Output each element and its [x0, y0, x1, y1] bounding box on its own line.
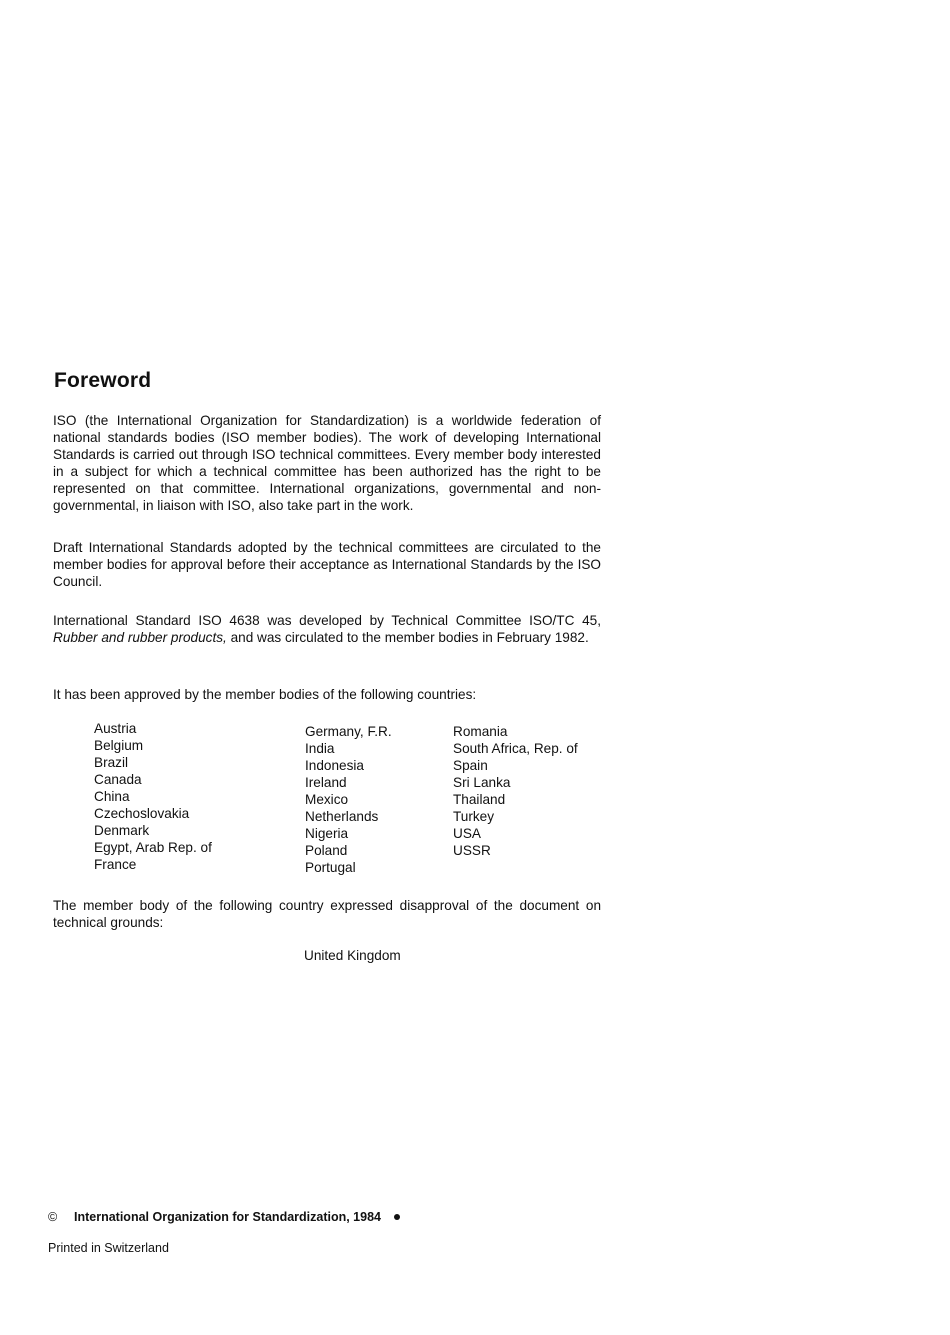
- paragraph-iso-description: ISO (the International Organization for Standardization) is a worldwide federation of national standards bodies (ISO member bodies). The work of developing International Standards is carried out through ISO technical committees. Every member body interested in a subject for which a technical committee has been authorized has the right to be represented on that committee. International organizations, governmental and non-governmental, in liaison with ISO, also take part in the work.: [53, 413, 601, 513]
- paragraph-standard-development-start: International Standard ISO 4638 was developed by Technical Committee ISO/TC 45,: [53, 613, 601, 628]
- countries-column-2: [305, 723, 392, 876]
- country-item: China: [94, 789, 130, 804]
- country-item: Brazil: [94, 755, 128, 770]
- printed-location: Printed in Switzerland: [48, 1241, 169, 1255]
- country-item: Netherlands: [305, 809, 379, 824]
- country-item: Austria: [94, 721, 137, 736]
- copyright-text: International Organization for Standardization, 1984: [74, 1210, 381, 1224]
- committee-title: Rubber and rubber products,: [53, 630, 227, 645]
- country-item: Thailand: [453, 792, 506, 807]
- disapproval-country: United Kingdom: [304, 948, 401, 963]
- country-item: Spain: [453, 758, 488, 773]
- country-item: Denmark: [94, 823, 150, 838]
- bullet-icon: [394, 1214, 400, 1220]
- disapproval-intro: The member body of the following country expressed disapproval of the document on technical grounds:: [53, 898, 601, 930]
- copyright-notice: [48, 1209, 400, 1225]
- country-item: Germany, F.R.: [305, 724, 392, 739]
- country-item: Indonesia: [305, 758, 364, 773]
- country-item: Canada: [94, 772, 142, 787]
- country-item: Poland: [305, 843, 348, 858]
- paragraph-standard-development-end: and was circulated to the member bodies in February 1982.: [226, 630, 589, 645]
- paragraph-standard-development: [53, 612, 601, 646]
- country-item: Sri Lanka: [453, 775, 511, 790]
- page-title: Foreword: [54, 369, 152, 392]
- country-item: South Africa, Rep. of: [453, 741, 578, 756]
- country-item: France: [94, 857, 137, 872]
- country-item: Turkey: [453, 809, 495, 824]
- country-item: Nigeria: [305, 826, 349, 841]
- countries-column-3: [453, 723, 578, 859]
- country-item: USSR: [453, 843, 491, 858]
- country-item: Belgium: [94, 738, 144, 753]
- country-item: Romania: [453, 724, 508, 739]
- country-item: Ireland: [305, 775, 347, 790]
- country-item: Mexico: [305, 792, 349, 807]
- country-item: Czechoslovakia: [94, 806, 190, 821]
- countries-column-1: [94, 720, 212, 873]
- approval-intro: It has been approved by the member bodies of the following countries:: [53, 687, 477, 702]
- country-item: Egypt, Arab Rep. of: [94, 840, 212, 855]
- country-item: India: [305, 741, 335, 756]
- country-item: USA: [453, 826, 481, 841]
- country-item: Portugal: [305, 860, 356, 875]
- paragraph-draft-standards: Draft International Standards adopted by the technical committees are circulated to the member bodies for approval before their acceptance as International Standards by the ISO Council.: [53, 540, 601, 589]
- copyright-icon: ©: [48, 1210, 58, 1224]
